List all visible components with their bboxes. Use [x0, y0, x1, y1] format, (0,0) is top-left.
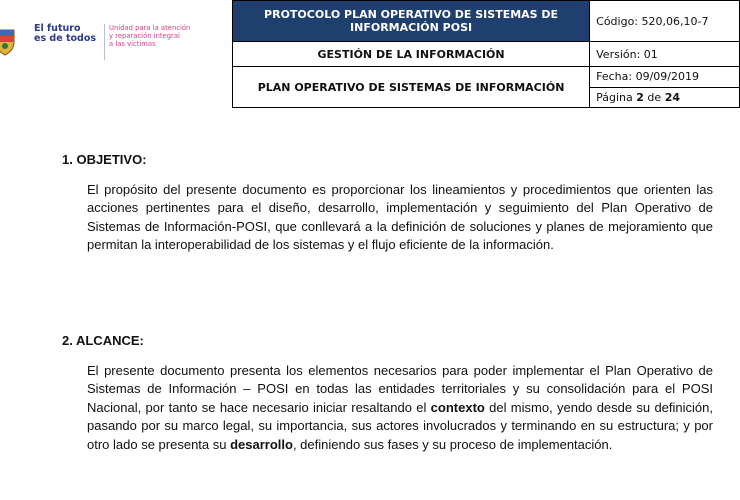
protocol-title-line-1: PROTOCOLO PLAN OPERATIVO DE SISTEMAS DE	[264, 8, 559, 21]
section-objetivo-title: 1. OBJETIVO:	[62, 152, 147, 167]
plan-name: PLAN OPERATIVO DE SISTEMAS DE INFORMACIÓN	[233, 67, 590, 108]
section-alcance-title: 2. ALCANCE:	[62, 333, 144, 348]
page-current: 2	[636, 90, 644, 104]
logo-sub-line-2: y reparación integral	[109, 32, 180, 40]
logo-main-line-1: El futuro	[34, 23, 81, 34]
document-date: Fecha: 09/09/2019	[590, 67, 740, 88]
alcance-text-b: del mismo, yendo desde su definición, pasando por su marco legal, su importancia, sus actores involucrados y terminando en su estructura; y por otro lado se presenta su	[87, 399, 713, 452]
logo-sub-line-3: a las víctimas	[109, 40, 156, 48]
institution-logo	[0, 20, 228, 80]
logo-divider	[104, 24, 105, 60]
page-total: 24	[664, 90, 680, 104]
alcance-text-a: El presente documento presenta los elementos necesarios para poder implementar el Plan Operativo de Sistemas de Información – POSI en todas las entidades territoriales y su consolidación para el POSI Nacional, por tanto se hace necesario iniciar resaltando el	[87, 363, 713, 415]
document-code: Código: 520,06,10-7	[590, 1, 740, 42]
page-prefix: Página	[596, 90, 637, 104]
coat-of-arms-icon	[0, 28, 16, 56]
document-version: Versión: 01	[590, 42, 740, 67]
logo-sub-line-1: Unidad para la atención	[109, 24, 191, 32]
management-area: GESTIÓN DE LA INFORMACIÓN	[233, 42, 590, 67]
logo-sub-text	[109, 24, 227, 48]
logo-main-line-2: es de todos	[34, 33, 97, 44]
logo-main-text	[34, 24, 102, 44]
protocol-title	[233, 1, 590, 42]
page-number	[590, 87, 740, 108]
section-objetivo-text: El propósito del presente documento es proporcionar los lineamientos y procedimientos que orienten las acciones pertinentes para el diseño, desarrollo, implementación y seguimiento del Plan Operativo de Sistemas de Información-POSI, que conllevará a la definición de soluciones y planes de mejoramiento que permitan la interoperabilidad de los sistemas y el flujo eficiente de la información.	[87, 182, 713, 253]
alcance-bold-contexto: contexto	[430, 399, 485, 415]
header-table	[232, 0, 740, 108]
protocol-title-line-2: INFORMACIÓN POSI	[350, 21, 473, 34]
document-header	[0, 0, 740, 130]
page-mid: de	[643, 90, 665, 104]
alcance-bold-desarrollo: desarrollo	[230, 436, 293, 452]
alcance-text-c: , definiendo sus fases y su proceso de implementación.	[292, 436, 613, 452]
section-alcance-text	[87, 362, 713, 454]
